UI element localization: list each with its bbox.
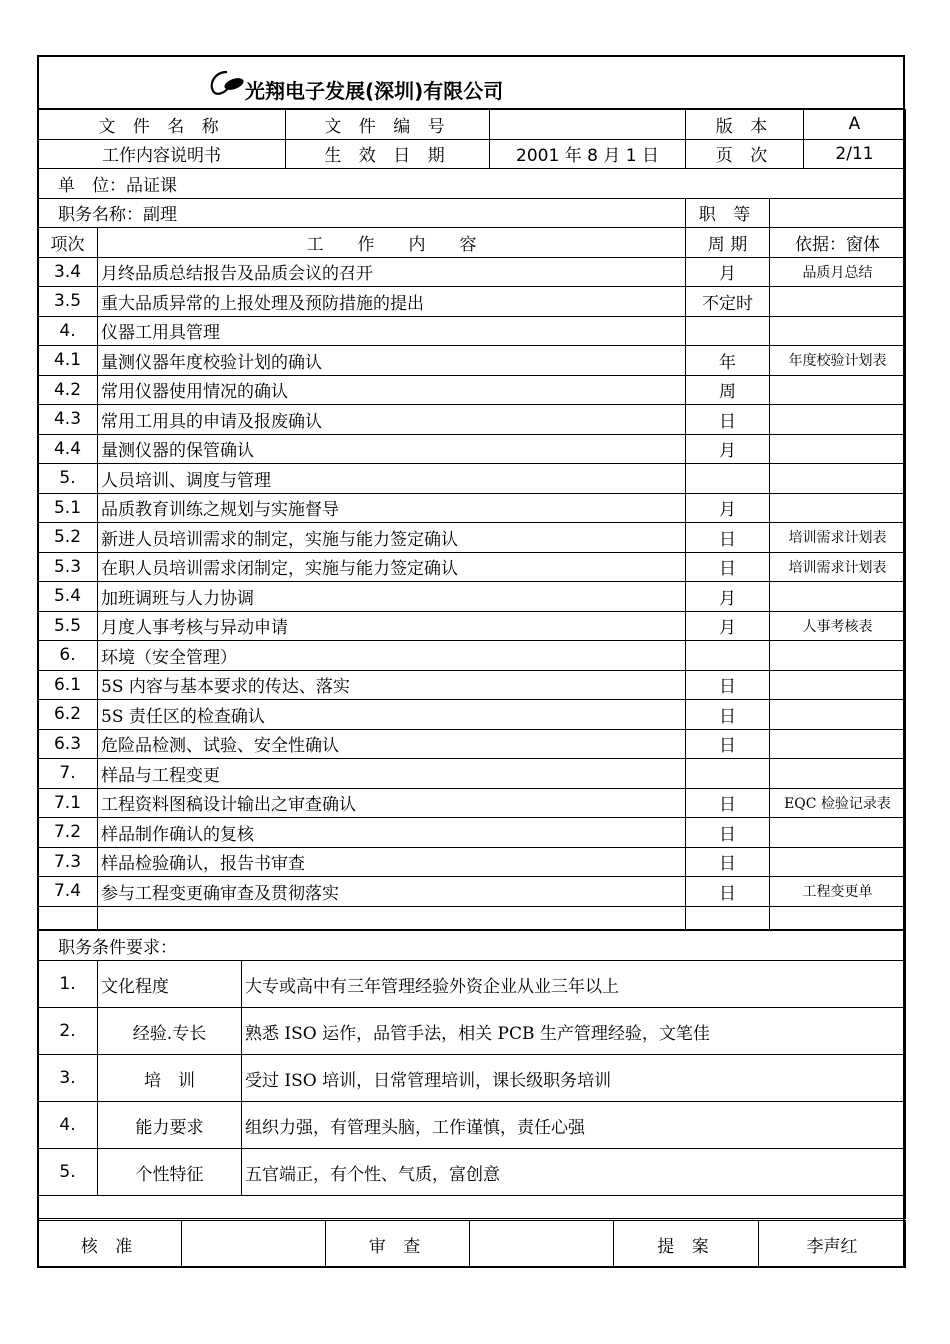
row-content: 危险品检测、试验、安全性确认	[98, 729, 686, 759]
row-item-no: 6.2	[38, 700, 98, 730]
row-basis	[770, 700, 906, 730]
row-content: 量测仪器的保管确认	[98, 434, 686, 464]
table-row	[38, 700, 906, 730]
row-content: 5S 责任区的检查确认	[98, 700, 686, 730]
row-item-no: 5.3	[38, 552, 98, 582]
row-cycle: 月	[686, 434, 770, 464]
row-cycle	[686, 641, 770, 671]
row-cycle: 日	[686, 523, 770, 553]
requirement-row	[38, 961, 906, 1008]
row-basis: 人事考核表	[770, 611, 906, 641]
unit-label: 单 位：	[58, 175, 126, 196]
row-cycle: 日	[686, 818, 770, 848]
row-content: 人员培训、调度与管理	[98, 464, 686, 494]
row-basis	[770, 434, 906, 464]
row-content: 仪器工用具管理	[98, 316, 686, 346]
row-cycle: 月	[686, 493, 770, 523]
requirements-title: 职务条件要求：	[38, 931, 906, 961]
requirement-label: 个性特征	[98, 1149, 242, 1196]
doc-no-label: 文 件 编 号	[286, 110, 490, 140]
row-item-no: 5.1	[38, 493, 98, 523]
requirement-value: 五官端正，有个性、气质，富创意	[242, 1149, 906, 1196]
table-row	[38, 375, 906, 405]
table-row	[38, 434, 906, 464]
row-content: 参与工程变更确审查及贯彻落实	[98, 877, 686, 907]
col-basis: 依据：窗体	[770, 228, 906, 258]
doc-name-value: 工作内容说明书	[38, 139, 286, 169]
row-item-no: 7.4	[38, 877, 98, 907]
row-content: 月度人事考核与异动申请	[98, 611, 686, 641]
row-content: 常用仪器使用情况的确认	[98, 375, 686, 405]
requirement-no: 3.	[38, 1055, 98, 1102]
table-row	[38, 405, 906, 435]
table-row	[38, 818, 906, 848]
unit-row	[38, 169, 906, 199]
row-content: 新进人员培训需求的制定，实施与能力签定确认	[98, 523, 686, 553]
row-cycle: 周	[686, 375, 770, 405]
row-cycle: 日	[686, 788, 770, 818]
header-row-1	[38, 110, 906, 140]
row-cycle	[686, 464, 770, 494]
requirement-no: 5.	[38, 1149, 98, 1196]
requirement-no: 1.	[38, 961, 98, 1008]
table-row	[38, 906, 906, 929]
table-row	[38, 670, 906, 700]
row-item-no: 4.3	[38, 405, 98, 435]
row-content: 在职人员培训需求闭制定，实施与能力签定确认	[98, 552, 686, 582]
table-row	[38, 847, 906, 877]
requirement-value: 组织力强，有管理头脑，工作谨慎，责任心强	[242, 1102, 906, 1149]
review-label: 审 查	[326, 1221, 470, 1268]
row-basis	[770, 641, 906, 671]
row-item-no: 5.2	[38, 523, 98, 553]
row-item-no: 7.	[38, 759, 98, 789]
requirement-label: 经验.专长	[98, 1008, 242, 1055]
row-cycle: 日	[686, 552, 770, 582]
row-basis	[770, 670, 906, 700]
col-content: 工 作 内 容	[98, 228, 686, 258]
row-item-no: 3.4	[38, 257, 98, 287]
row-content: 品质教育训练之规划与实施督导	[98, 493, 686, 523]
table-row	[38, 788, 906, 818]
row-cycle: 日	[686, 729, 770, 759]
requirement-label: 文化程度	[98, 961, 242, 1008]
row-content: 样品与工程变更	[98, 759, 686, 789]
row-item-no: 6.3	[38, 729, 98, 759]
row-item-no: 5.4	[38, 582, 98, 612]
table-row	[38, 493, 906, 523]
row-cycle: 月	[686, 611, 770, 641]
table-row	[38, 641, 906, 671]
requirement-value: 大专或高中有三年管理经验外资企业从业三年以上	[242, 961, 906, 1008]
row-content: 样品制作确认的复核	[98, 818, 686, 848]
row-content: 加班调班与人力协调	[98, 582, 686, 612]
requirements-spacer-row	[38, 1196, 906, 1219]
company-name: 光翔电子发展(深圳)有限公司	[245, 79, 504, 103]
version-value: A	[804, 110, 906, 140]
row-basis	[770, 759, 906, 789]
grade-value	[770, 198, 906, 228]
row-basis	[770, 582, 906, 612]
row-item-no: 4.1	[38, 346, 98, 376]
effective-date: 2001 年 8 月 1 日	[490, 139, 686, 169]
row-basis	[770, 464, 906, 494]
table-row	[38, 346, 906, 376]
row-content	[98, 906, 686, 929]
requirement-row	[38, 1102, 906, 1149]
approve-signature[interactable]	[182, 1221, 326, 1268]
row-basis: 培训需求计划表	[770, 523, 906, 553]
row-cycle: 月	[686, 582, 770, 612]
row-content: 量测仪器年度校验计划的确认	[98, 346, 686, 376]
row-cycle: 日	[686, 877, 770, 907]
row-item-no: 5.	[38, 464, 98, 494]
position-label: 职务名称：	[58, 205, 143, 226]
page-label: 页 次	[686, 139, 804, 169]
row-content: 工程资料图稿设计输出之审查确认	[98, 788, 686, 818]
row-basis	[770, 847, 906, 877]
row-item-no: 7.1	[38, 788, 98, 818]
row-basis	[770, 287, 906, 317]
requirement-label: 培 训	[98, 1055, 242, 1102]
row-basis	[770, 375, 906, 405]
signoff-row	[38, 1221, 906, 1268]
row-cycle: 日	[686, 670, 770, 700]
table-row	[38, 582, 906, 612]
row-item-no	[38, 906, 98, 929]
company-logo-icon	[207, 69, 245, 97]
table-row	[38, 611, 906, 641]
row-basis: 年度校验计划表	[770, 346, 906, 376]
row-item-no: 7.2	[38, 818, 98, 848]
col-item: 项次	[38, 228, 98, 258]
doc-no-value	[490, 110, 686, 140]
signoff-table	[37, 1220, 906, 1268]
requirement-row	[38, 1008, 906, 1055]
version-label: 版 本	[686, 110, 804, 140]
unit-value: 品证课	[126, 175, 177, 196]
row-basis	[770, 316, 906, 346]
requirements-title-row	[38, 931, 906, 961]
row-item-no: 6.1	[38, 670, 98, 700]
row-item-no: 4.4	[38, 434, 98, 464]
row-item-no: 5.5	[38, 611, 98, 641]
row-basis: 工程变更单	[770, 877, 906, 907]
review-signature[interactable]	[470, 1221, 614, 1268]
row-cycle: 年	[686, 346, 770, 376]
grade-label: 职 等	[686, 198, 770, 228]
row-basis: EQC 检验记录表	[770, 788, 906, 818]
row-cycle: 日	[686, 700, 770, 730]
row-basis	[770, 906, 906, 929]
position-row	[38, 198, 906, 228]
row-item-no: 6.	[38, 641, 98, 671]
row-cycle: 日	[686, 847, 770, 877]
row-basis	[770, 818, 906, 848]
table-row	[38, 523, 906, 553]
column-header-row	[38, 228, 906, 258]
work-content-table	[37, 109, 906, 930]
table-row	[38, 316, 906, 346]
approve-label: 核 准	[38, 1221, 182, 1268]
row-item-no: 3.5	[38, 287, 98, 317]
col-cycle: 周 期	[686, 228, 770, 258]
row-cycle	[686, 906, 770, 929]
row-basis	[770, 493, 906, 523]
row-basis: 品质月总结	[770, 257, 906, 287]
header-row-2	[38, 139, 906, 169]
propose-label: 提 案	[614, 1221, 759, 1268]
row-item-no: 4.	[38, 316, 98, 346]
row-basis: 培训需求计划表	[770, 552, 906, 582]
requirement-value: 熟悉 ISO 运作，品管手法，相关 PCB 生产管理经验，文笔佳	[242, 1008, 906, 1055]
row-content: 重大品质异常的上报处理及预防措施的提出	[98, 287, 686, 317]
row-content: 常用工用具的申请及报废确认	[98, 405, 686, 435]
effective-label: 生 效 日 期	[286, 139, 490, 169]
row-basis	[770, 729, 906, 759]
company-header	[37, 55, 905, 109]
table-row	[38, 257, 906, 287]
table-row	[38, 287, 906, 317]
row-content: 5S 内容与基本要求的传达、落实	[98, 670, 686, 700]
row-item-no: 7.3	[38, 847, 98, 877]
row-content: 环境（安全管理）	[98, 641, 686, 671]
requirement-row	[38, 1055, 906, 1102]
row-cycle: 月	[686, 257, 770, 287]
table-row	[38, 552, 906, 582]
propose-signature[interactable]: 李声红	[759, 1221, 906, 1268]
requirement-value: 受过 ISO 培训，日常管理培训，课长级职务培训	[242, 1055, 906, 1102]
position-value: 副理	[143, 205, 177, 226]
table-row	[38, 464, 906, 494]
requirements-table	[37, 930, 906, 1219]
row-content: 样品检验确认，报告书审查	[98, 847, 686, 877]
row-cycle: 不定时	[686, 287, 770, 317]
requirement-label: 能力要求	[98, 1102, 242, 1149]
table-row	[38, 729, 906, 759]
table-row	[38, 759, 906, 789]
row-cycle: 日	[686, 405, 770, 435]
requirement-no: 2.	[38, 1008, 98, 1055]
table-row	[38, 877, 906, 907]
row-cycle	[686, 759, 770, 789]
doc-name-label: 文 件 名 称	[38, 110, 286, 140]
row-basis	[770, 405, 906, 435]
requirement-no: 4.	[38, 1102, 98, 1149]
row-item-no: 4.2	[38, 375, 98, 405]
row-cycle	[686, 316, 770, 346]
requirement-row	[38, 1149, 906, 1196]
page-value: 2/11	[804, 139, 906, 169]
row-content: 月终品质总结报告及品质会议的召开	[98, 257, 686, 287]
